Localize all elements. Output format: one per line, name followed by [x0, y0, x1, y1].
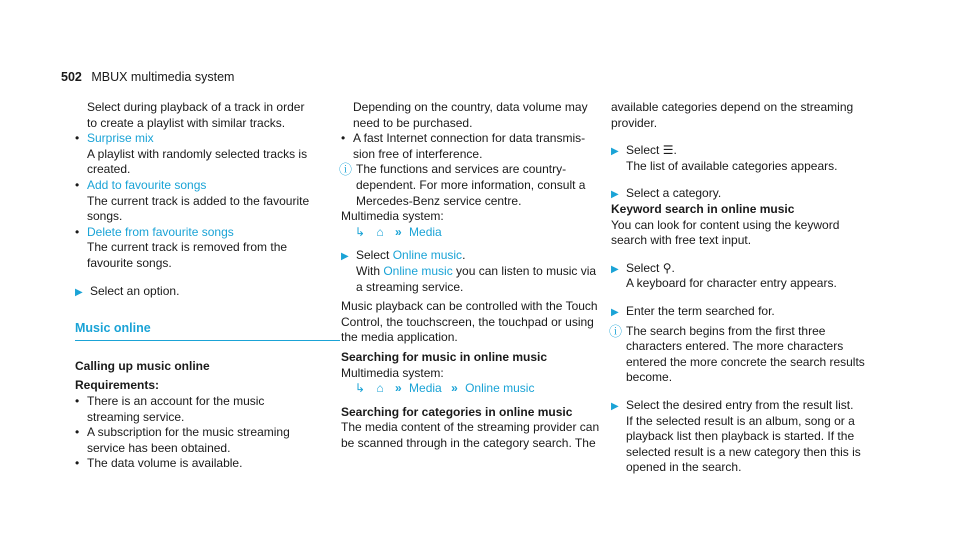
with-rest-text: you can listen to music via a streaming service.: [356, 263, 597, 294]
subheading-calling: Calling up music online: [75, 358, 210, 373]
home-icon[interactable]: ⌂: [376, 224, 384, 239]
page-header-title: MBUX multimedia system: [91, 70, 235, 84]
online-music-link[interactable]: Online music: [392, 248, 463, 263]
column-middle: [341, 100, 603, 451]
step-arrow-icon: ▶: [611, 146, 619, 158]
step-select-category: [611, 186, 876, 202]
info-note-text: The search begins from the first three characters entered. The more characters entered the more concrete the search results become.: [626, 323, 865, 385]
info-icon: ⓘ: [609, 323, 623, 339]
search-icon[interactable]: ⚲: [662, 260, 672, 275]
step-select-online-music: ▶ Select Online music. With Online music you can listen to music via a streaming service.: [341, 248, 597, 294]
continued-text: Depending on the country, data volume may need to be purchased.: [353, 100, 588, 130]
info-note: [611, 324, 876, 386]
requirement-item: • There is an account for the music streaming service.: [75, 394, 315, 425]
select-label: Select: [356, 248, 390, 263]
keyword-text: You can look for content using the keyword search with free text input.: [611, 217, 840, 248]
list-result-text: The list of available categories appears.: [626, 158, 838, 173]
home-icon[interactable]: ⌂: [376, 381, 384, 396]
info-note: [341, 162, 603, 209]
select-label: Select: [626, 143, 660, 158]
path-online-music[interactable]: Online music: [465, 381, 535, 396]
add-favourite-link[interactable]: Add to favourite songs: [87, 177, 207, 192]
step-arrow-icon: ▶: [341, 251, 349, 263]
step-select-list: ▶ Select ☰. The list of available categories appears.: [611, 143, 838, 173]
list-item-add-favourite: [75, 178, 315, 225]
requirement-item: • A subscription for the music streaming service has been obtained.: [75, 425, 315, 456]
online-music-link[interactable]: Online music: [383, 263, 453, 278]
path-hook-icon: ↳: [355, 224, 366, 239]
column-left: [75, 100, 315, 472]
page-number: 502: [61, 70, 82, 84]
requirement-item: • The data volume is available.: [75, 456, 315, 472]
page-header: [61, 70, 234, 84]
multimedia-system-label: Multimedia system:: [341, 365, 444, 380]
menu-path: [341, 225, 603, 241]
subheading-keyword: Keyword search in online music: [611, 201, 795, 216]
step-text: Select an option.: [90, 283, 180, 298]
subheading-searching: Searching for music in online music: [341, 349, 548, 364]
list-item-surprise-mix: [75, 131, 315, 178]
step-select-option: [75, 284, 315, 300]
playback-text: Music playback can be controlled with the Touch Control, the touchscreen, the touchpad or using the media application.: [341, 299, 598, 345]
column-right: [611, 100, 876, 476]
info-note-text: The functions and services are country-dependent. For more information, consult a Mercedes-Benz service centre.: [356, 162, 586, 208]
step-enter-term: [611, 304, 876, 320]
delete-favourite-link[interactable]: Delete from favourite songs: [87, 224, 234, 239]
step-select-entry: [611, 398, 876, 476]
chevron-icon: »: [395, 224, 402, 239]
step-arrow-icon: ▶: [611, 263, 619, 275]
step-arrow-icon: ▶: [611, 400, 619, 412]
path-media[interactable]: Media: [409, 224, 442, 239]
chevron-icon: »: [395, 381, 402, 396]
info-icon: ⓘ: [339, 162, 353, 178]
step-text: Select a category.: [626, 186, 722, 201]
menu-path: [341, 381, 603, 397]
list-item-delete-favourite: [75, 225, 315, 272]
step-text: Select the desired entry from the result list.: [626, 397, 854, 412]
with-label: With: [356, 263, 380, 278]
subheading-categories: Searching for categories in online music: [341, 404, 573, 419]
add-favourite-desc: The current track is added to the favourite songs.: [87, 193, 310, 224]
select-label: Select: [626, 260, 660, 275]
step-arrow-icon: ▶: [611, 189, 619, 201]
path-hook-icon: ↳: [355, 381, 366, 396]
step-arrow-icon: ▶: [611, 306, 619, 318]
chevron-icon: »: [451, 381, 458, 396]
step-select-search: ▶ Select ⚲. A keyboard for character entry appears.: [611, 260, 837, 291]
requirements-heading: Requirements:: [75, 378, 160, 393]
intro-text: Select during playback of a track in order to create a playlist with similar tracks.: [87, 100, 305, 130]
section-title: Music online: [75, 321, 151, 336]
surprise-mix-desc: A playlist with randomly selected tracks is created.: [87, 146, 308, 177]
delete-favourite-desc: The current track is removed from the favourite songs.: [87, 240, 288, 270]
continued-text: available categories depend on the streaming provider.: [611, 100, 854, 130]
list-icon[interactable]: ☰: [662, 143, 674, 158]
surprise-mix-link[interactable]: Surprise mix: [87, 131, 154, 146]
step-text: Enter the term searched for.: [626, 303, 775, 318]
entry-result-text: If the selected result is an album, song or a playback list then playback is started. If the selected result is a new category then this is opened in the search.: [626, 413, 861, 475]
path-media[interactable]: Media: [409, 381, 442, 396]
step-arrow-icon: ▶: [75, 286, 83, 298]
search-result-text: A keyboard for character entry appears.: [626, 276, 837, 291]
requirement-item: • A fast Internet connection for data transmission free of interference.: [341, 131, 603, 162]
multimedia-system-label: Multimedia system:: [341, 209, 444, 224]
categories-text: The media content of the streaming provider can be scanned through in the category search. The: [341, 420, 600, 450]
